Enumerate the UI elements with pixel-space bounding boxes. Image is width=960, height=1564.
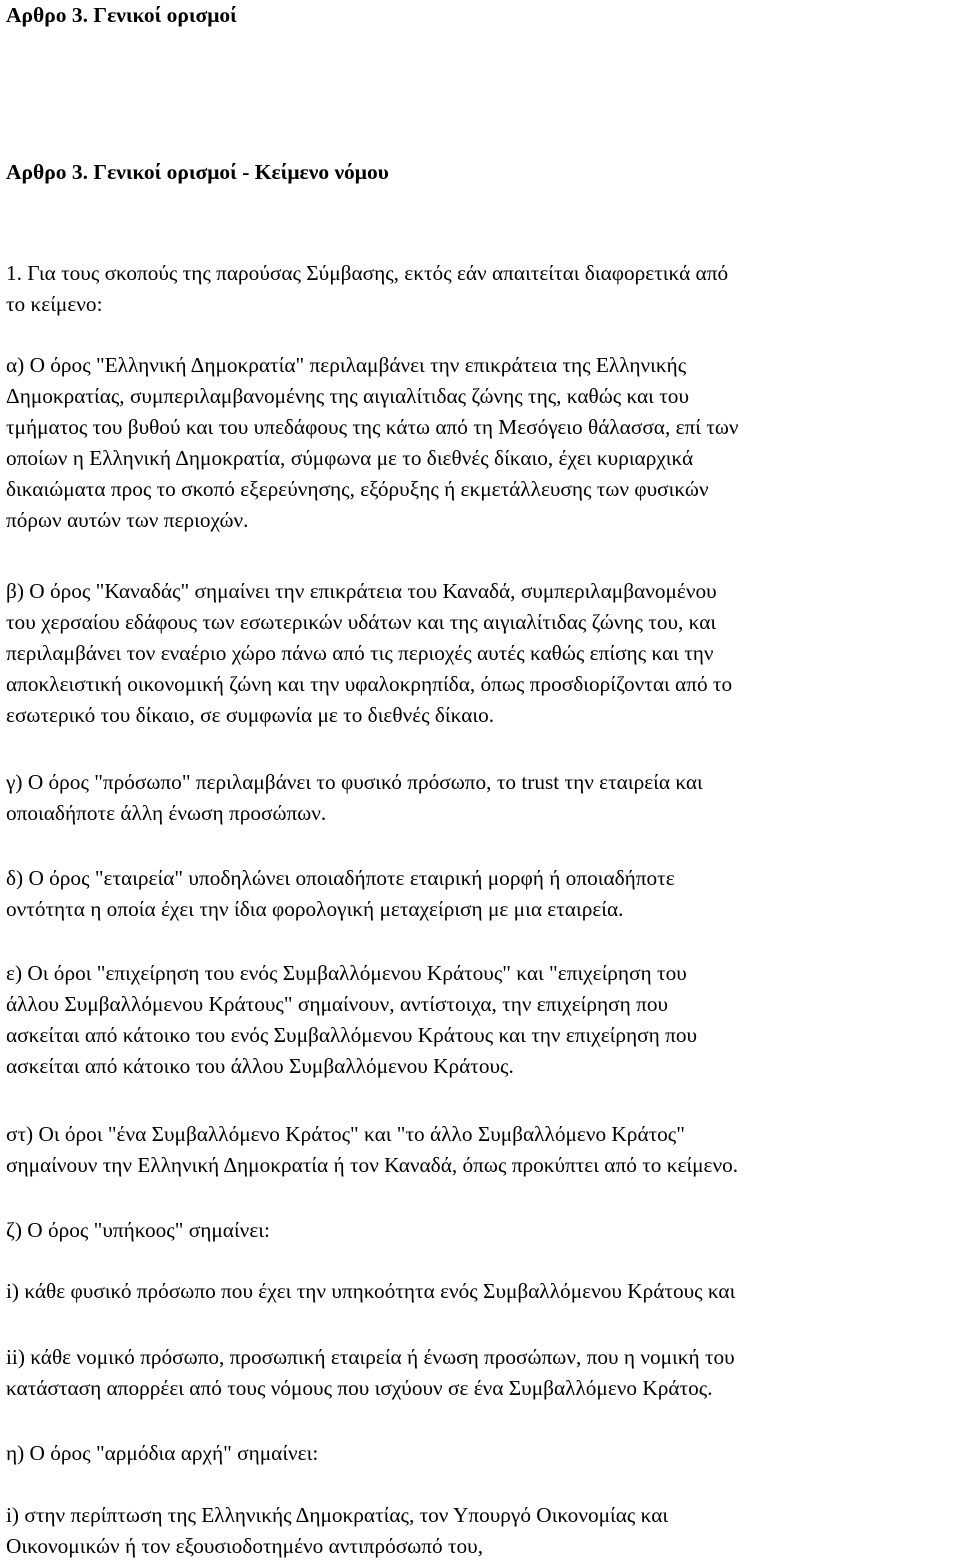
paragraph-intro (6, 258, 728, 320)
text-line: i) στην περίπτωση της Ελληνικής Δημοκρατίας, τον Υπουργό Οικονομίας και (6, 1503, 669, 1527)
paragraph-zeta-ii (6, 1342, 735, 1404)
text-line: αποκλειστική οικονομική ζώνη και την υφαλοκρηπίδα, όπως προσδιορίζονται από το (6, 672, 733, 696)
paragraph-stigma (6, 1119, 738, 1181)
text-line: 1. Για τους σκοπούς της παρούσας Σύμβασης, εκτός εάν απαιτείται διαφορετικά από (6, 261, 729, 285)
paragraph-epsilon (6, 958, 697, 1082)
text-line: στ) Οι όροι "ένα Συμβαλλόμενο Κράτος" και "το άλλο Συμβαλλόμενο Κράτος" (6, 1122, 685, 1146)
text-line: η) Ο όρος "αρμόδια αρχή" σημαίνει: (6, 1441, 319, 1465)
paragraph-beta (6, 576, 732, 731)
text-line: ασκείται από κάτοικο του ενός Συμβαλλόμενου Κράτους και την επιχείρηση που (6, 1023, 698, 1047)
document-subtitle: Αρθρο 3. Γενικοί ορισμοί - Κείμενο νόμου (6, 160, 389, 184)
text-line: β) Ο όρος "Καναδάς" σημαίνει την επικράτεια του Καναδά, συμπεριλαμβανομένου (6, 579, 717, 603)
text-line: πόρων αυτών των περιοχών. (6, 508, 249, 532)
text-line: i) κάθε φυσικό πρόσωπο που έχει την υπηκοότητα ενός Συμβαλλόμενου Κράτους και (6, 1279, 736, 1303)
text-line: ε) Οι όροι "επιχείρηση του ενός Συμβαλλόμενου Κράτους" και "επιχείρηση του (6, 961, 687, 985)
paragraph-alpha (6, 350, 739, 536)
text-line: οποίων η Ελληνική Δημοκρατία, σύμφωνα με το διεθνές δίκαιο, έχει κυριαρχικά (6, 446, 694, 470)
text-line: οντότητα η οποία έχει την ίδια φορολογική μεταχείριση με μια εταιρεία. (6, 897, 624, 921)
text-line: οποιαδήποτε άλλη ένωση προσώπων. (6, 801, 327, 825)
text-line: κατάσταση απορρέει από τους νόμους που ισχύουν σε ένα Συμβαλλόμενο Κράτος. (6, 1376, 713, 1400)
paragraph-zeta-i (6, 1276, 735, 1307)
paragraph-eta-i (6, 1500, 668, 1562)
paragraph-zeta (6, 1215, 270, 1246)
text-line: ii) κάθε νομικό πρόσωπο, προσωπική εταιρεία ή ένωση προσώπων, που η νομική του (6, 1345, 735, 1369)
text-line: εσωτερικό του δίκαιο, σε συμφωνία με το διεθνές δίκαιο. (6, 703, 495, 727)
paragraph-gamma (6, 767, 703, 829)
text-line: σημαίνουν την Ελληνική Δημοκρατία ή τον Καναδά, όπως προκύπτει από το κείμενο. (6, 1153, 739, 1177)
text-line: Δημοκρατίας, συμπεριλαμβανομένης της αιγιαλίτιδας ζώνης της, καθώς και του (6, 384, 689, 408)
text-line: δικαιώματα προς το σκοπό εξερεύνησης, εξόρυξης ή εκμετάλλευσης των φυσικών (6, 477, 709, 501)
text-line: το κείμενο: (6, 292, 103, 316)
paragraph-delta (6, 863, 675, 925)
text-line: τμήματος του βυθού και του υπεδάφους της κάτω από τη Μεσόγειο θάλασσα, επί των (6, 415, 739, 439)
paragraph-eta (6, 1438, 318, 1469)
text-line: περιλαμβάνει τον εναέριο χώρο πάνω από τις περιοχές αυτές καθώς επίσης και την (6, 641, 714, 665)
text-line: γ) Ο όρος "πρόσωπο" περιλαμβάνει το φυσικό πρόσωπο, το trust την εταιρεία και (6, 770, 703, 794)
text-line: ασκείται από κάτοικο του άλλου Συμβαλλόμενου Κράτους. (6, 1054, 514, 1078)
text-line: άλλου Συμβαλλόμενου Κράτους" σημαίνουν, αντίστοιχα, την επιχείρηση που (6, 992, 669, 1016)
document-title: Αρθρο 3. Γενικοί ορισμοί (6, 3, 237, 27)
text-line: του χερσαίου εδάφους των εσωτερικών υδάτων και της αιγιαλίτιδας ζώνης του, και (6, 610, 717, 634)
text-line: Οικονομικών ή τον εξουσιοδοτημένο αντιπρόσωπό του, (6, 1534, 484, 1558)
text-line: α) Ο όρος "Ελληνική Δημοκρατία" περιλαμβάνει την επικράτεια της Ελληνικής (6, 353, 687, 377)
text-line: ζ) Ο όρος "υπήκοος" σημαίνει: (6, 1218, 270, 1242)
text-line: δ) Ο όρος "εταιρεία" υποδηλώνει οποιαδήποτε εταιρική μορφή ή οποιαδήποτε (6, 866, 675, 890)
